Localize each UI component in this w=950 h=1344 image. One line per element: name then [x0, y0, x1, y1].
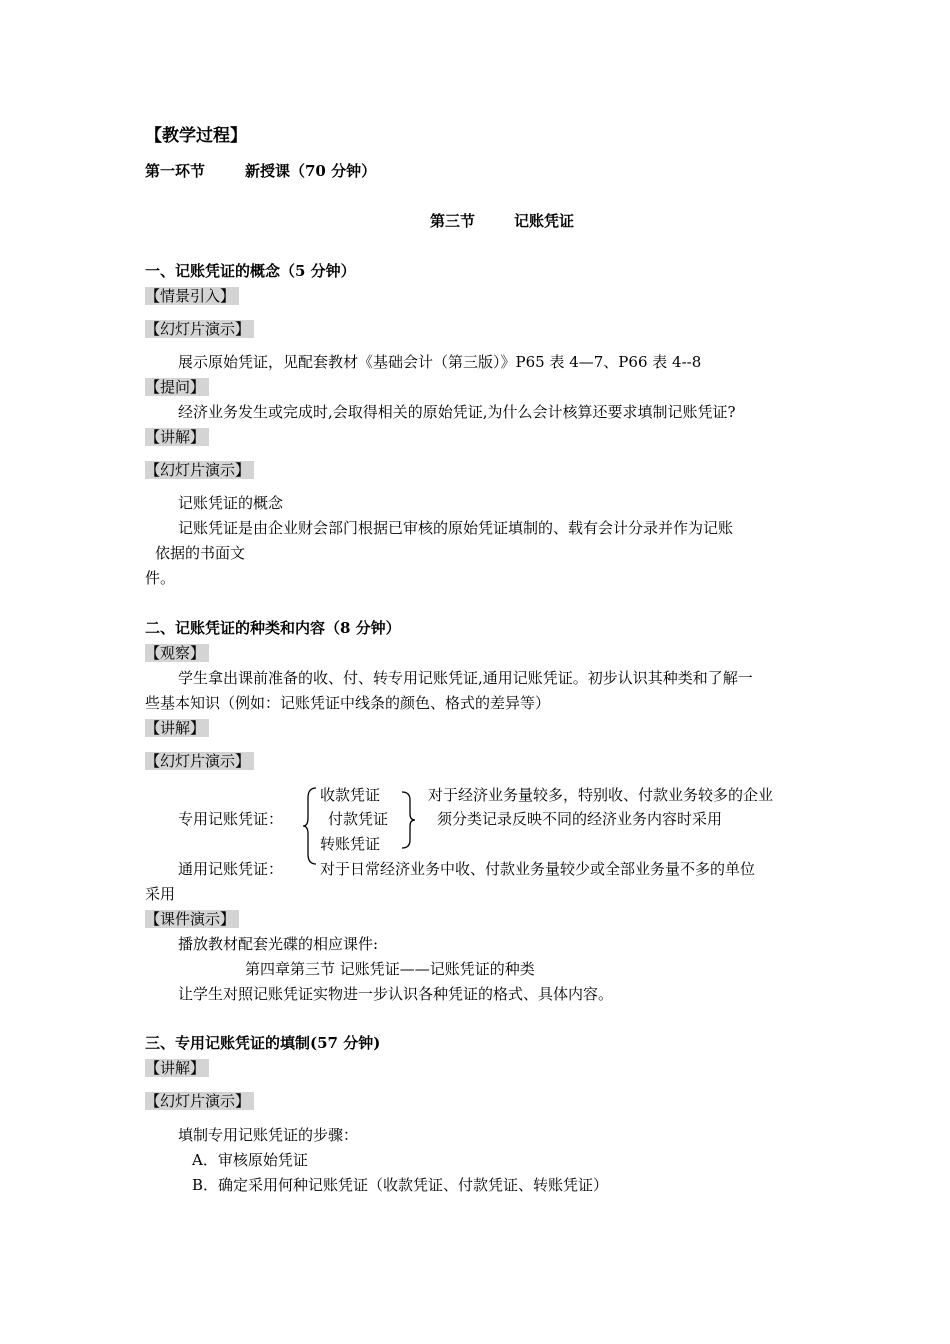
concept-line: 记账凭证是由企业财会部门根据已审核的原始凭证填制的、载有会计分录并作为记账 — [178, 519, 734, 537]
part3-heading: 三、专用记账凭证的填制(57 分钟) — [145, 1034, 381, 1052]
show-text: 展示原始凭证，见配套教材《基础会计（第三版）》P65 表 4—7、P66 表 4--8 — [178, 353, 702, 371]
observe-line: 些基本知识（例如：记账凭证中线条的颜色、格式的差异等） — [145, 694, 551, 712]
page-title: 【教学过程】 — [145, 126, 247, 146]
special-desc: 须分类记录反映不同的经济业务内容时采用 — [437, 810, 723, 828]
observe-line: 学生拿出课前准备的收、付、转专用记账凭证,通用记账凭证。初步认识其种类和了解一 — [178, 669, 753, 687]
tag-slides: 【幻灯片演示】 — [145, 461, 254, 479]
step-item: B．确定采用何种记账凭证（收款凭证、付款凭证、转账凭证） — [192, 1176, 609, 1194]
general-label: 通用记账凭证： — [178, 860, 284, 878]
tag-question: 【提问】 — [145, 378, 209, 396]
part1-heading: 一、记账凭证的概念（5 分钟） — [145, 262, 356, 280]
question-text: 经济业务发生或完成时,会取得相关的原始凭证,为什么会计核算还要求填制记账凭证? — [178, 403, 736, 421]
tag-explain: 【讲解】 — [145, 1059, 209, 1077]
special-desc: 对于经济业务量较多，特别收、付款业务较多的企业 — [428, 786, 774, 804]
concept-title: 记账凭证的概念 — [178, 494, 284, 512]
tag-courseware: 【课件演示】 — [145, 910, 239, 928]
tag-intro: 【情景引入】 — [145, 287, 239, 305]
section-label: 第三节 — [430, 212, 476, 230]
left-brace-icon — [302, 786, 318, 866]
type-transfer: 转账凭证 — [320, 835, 381, 853]
tag-slides: 【幻灯片演示】 — [145, 1092, 254, 1110]
step-name: 新授课（70 分钟） — [245, 162, 377, 180]
tag-slides: 【幻灯片演示】 — [145, 752, 254, 770]
courseware-line: 第四章第三节 记账凭证——记账凭证的种类 — [245, 960, 535, 978]
tag-slides: 【幻灯片演示】 — [145, 320, 254, 338]
tag-explain: 【讲解】 — [145, 428, 209, 446]
concept-line: 依据的书面文 — [155, 544, 246, 562]
general-desc: 对于日常经济业务中收、付款业务量较少或全部业务量不多的单位 — [320, 860, 756, 878]
section-name: 记账凭证 — [514, 212, 575, 230]
step-item: A．审核原始凭证 — [192, 1151, 308, 1169]
steps-title: 填制专用记账凭证的步骤： — [178, 1126, 359, 1144]
tag-explain: 【讲解】 — [145, 719, 209, 737]
tag-observe: 【观察】 — [145, 644, 209, 662]
step-label: 第一环节 — [145, 162, 206, 180]
part2-heading: 二、记账凭证的种类和内容（8 分钟） — [145, 619, 401, 637]
right-brace-icon — [400, 790, 416, 850]
type-payment: 付款凭证 — [328, 810, 389, 828]
special-label: 专用记账凭证： — [178, 810, 284, 828]
general-desc: 采用 — [145, 885, 176, 903]
courseware-line: 播放教材配套光碟的相应课件: — [178, 935, 379, 953]
courseware-line: 让学生对照记账凭证实物进一步认识各种凭证的格式、具体内容。 — [178, 985, 614, 1003]
concept-line: 件。 — [145, 569, 176, 587]
type-receipt: 收款凭证 — [320, 786, 381, 804]
